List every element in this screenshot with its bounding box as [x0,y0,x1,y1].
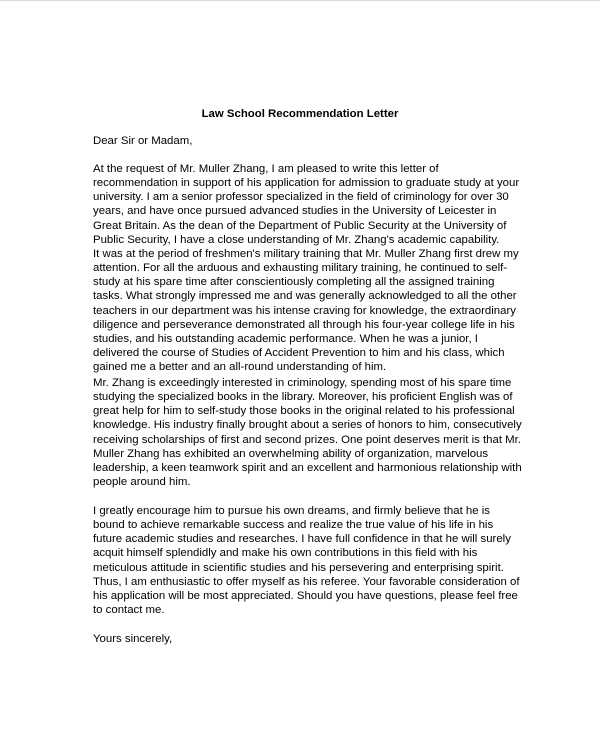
letter-title: Law School Recommendation Letter [201,108,399,120]
paragraph-line: his application will be most appreciated. Should you have questions, please feel free [93,589,518,602]
paragraph-line: university. I am a senior professor specialized in the field of criminology for over 30 [93,191,509,204]
paragraph-line: I greatly encourage him to pursue his own dreams, and firmly believe that he is [93,505,490,517]
paragraph-line: receiving scholarships of first and second prizes. One point deserves merit is that Mr. [93,433,521,446]
paragraph-line: bound to achieve remarkable success and realize the true value of his life in his [93,519,494,532]
paragraph-line: future academic studies and researches. I have full confidence in that he will surely [93,533,511,546]
paragraph-line: delivered the course of Studies of Accident Prevention to him and his class, which [93,347,505,360]
paragraph-line: At the request of Mr. Muller Zhang, I am pleased to write this letter of [93,163,439,175]
paragraph-line: tasks. What strongly impressed me and was generally acknowledged to all the other [93,290,517,303]
paragraph-line: people around him. [93,476,191,489]
paragraph-line: studies, and his outstanding academic performance. When he was a junior, I [93,332,478,345]
paragraph-line: Great Britain. As the dean of the Department of Public Security at the University of [93,219,507,232]
paragraph-line: It was at the period of freshmen's military training that Mr. Muller Zhang first drew my [93,248,519,260]
paragraph-line: leadership, a keen teamwork spirit and an excellent and harmonious relationship with [93,461,522,474]
paragraph-line: meticulous attitude in scientific studies and his persevering and enterprising spirit. [93,561,504,574]
paragraph-line: attention. For all the arduous and exhausting military training, he continued to self- [93,262,508,275]
paragraph-line: acquit himself splendidly and make his own contributions in this field with his [93,547,478,560]
paragraph-line: diligence and perseverance demonstrated all through his four-year college life in his [93,318,515,331]
paragraph-line: Public Security, I have a close understanding of Mr. Zhang's academic capability. [93,233,500,246]
paragraph-line: to contact me. [93,604,165,617]
paragraph-line: teachers in our department was his intense craving for knowledge, the extraordinary [93,304,516,317]
paragraph-line: Thus, I am enthusiastic to offer myself as his referee. Your favorable consideration of [93,575,520,588]
paragraph-line: knowledge. His industry finally brought about a series of honors to him, consecutively [93,419,522,432]
paragraph-line: great help for him to self-study those books in the original related to his professional [93,405,515,418]
paragraph-line: study at his spare time after conscientiously completing all the assigned training [93,276,495,289]
closing: Yours sincerely, [93,633,173,645]
paragraph-line: Muller Zhang has exhibited an overwhelming ability of organization, marvelous [93,447,489,460]
paragraph-2 [93,247,533,374]
paragraph-line: studying the specialized books in the library. Moreover, his proficient English was of [93,391,513,404]
paragraph-line: Mr. Zhang is exceedingly interested in criminology, spending most of his spare time [93,377,512,389]
salutation: Dear Sir or Madam, [93,135,193,147]
paragraph-1 [93,162,533,247]
paragraph-4 [93,504,533,617]
paragraph-line: gained me a better and an all-round understanding of him. [93,361,387,374]
paragraph-line: recommendation in support of his application for admission to graduate study at your [93,177,520,190]
paragraph-3 [93,376,533,489]
paragraph-line: years, and have once pursued advanced studies in the University of Leicester in [93,205,497,218]
